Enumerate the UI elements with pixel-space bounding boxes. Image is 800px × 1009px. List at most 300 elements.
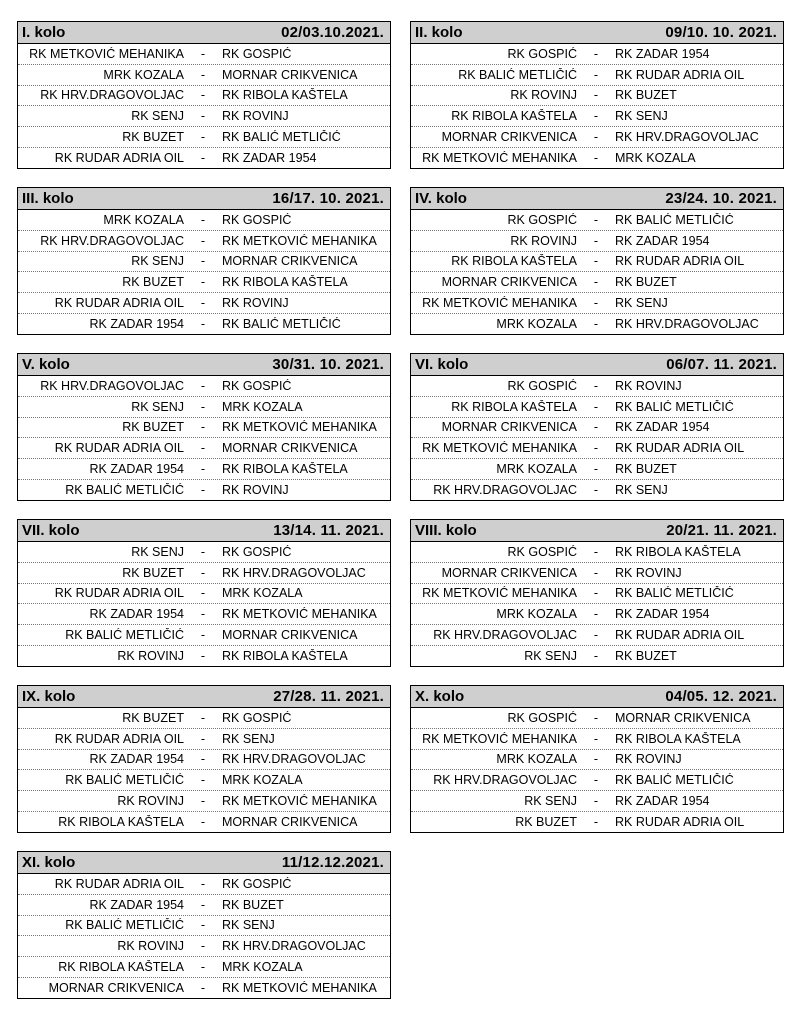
match-row	[18, 625, 390, 646]
match-row	[411, 86, 783, 107]
round-header	[411, 354, 783, 376]
away-team: RK RUDAR ADRIA OIL	[615, 67, 745, 82]
round-header	[18, 852, 390, 874]
match-row	[411, 106, 783, 127]
away-team: RK BUZET	[615, 88, 677, 103]
match-row	[18, 65, 390, 86]
away-team: RK BALIĆ METLIČIĆ	[615, 399, 734, 414]
match-row	[411, 812, 783, 832]
away-team: RK RIBOLA KAŠTELA	[222, 462, 348, 477]
match-row	[18, 480, 390, 500]
match-separator: -	[593, 46, 599, 61]
home-team: RK GOSPIĆ	[507, 212, 577, 227]
round-date: 06/07. 11. 2021.	[666, 356, 777, 373]
round-title: IV. kolo	[415, 190, 467, 207]
match-separator: -	[200, 960, 206, 975]
match-row	[411, 376, 783, 397]
match-separator: -	[593, 233, 599, 248]
home-team: RK BUZET	[122, 710, 184, 725]
match-row	[411, 148, 783, 168]
home-team: MORNAR CRIKVENICA	[441, 275, 577, 290]
away-team: RK SENJ	[615, 482, 668, 497]
match-separator: -	[593, 150, 599, 165]
match-row	[411, 65, 783, 86]
round-10-table	[410, 685, 784, 833]
match-separator: -	[200, 565, 206, 580]
home-team: RK GOSPIĆ	[507, 46, 577, 61]
round-title: XI. kolo	[22, 854, 76, 871]
home-team: RK HRV.DRAGOVOLJAC	[433, 482, 577, 497]
match-row	[18, 459, 390, 480]
match-separator: -	[593, 607, 599, 622]
match-row	[411, 729, 783, 750]
away-team: RK RUDAR ADRIA OIL	[615, 254, 745, 269]
match-separator: -	[593, 420, 599, 435]
away-team: MORNAR CRIKVENICA	[222, 441, 358, 456]
match-row	[411, 770, 783, 791]
match-row	[411, 625, 783, 646]
away-team: RK HRV.DRAGOVOLJAC	[222, 752, 366, 767]
away-team: RK BUZET	[615, 462, 677, 477]
match-separator: -	[593, 648, 599, 663]
home-team: RK RIBOLA KAŠTELA	[451, 399, 577, 414]
round-11-table	[17, 851, 391, 999]
round-8-table	[410, 519, 784, 667]
home-team: MORNAR CRIKVENICA	[441, 420, 577, 435]
match-separator: -	[200, 130, 206, 145]
round-date: 16/17. 10. 2021.	[272, 190, 384, 207]
match-row	[18, 397, 390, 418]
match-row	[411, 750, 783, 771]
round-date: 27/28. 11. 2021.	[273, 688, 384, 705]
match-separator: -	[593, 130, 599, 145]
match-separator: -	[593, 544, 599, 559]
round-title: III. kolo	[22, 190, 74, 207]
away-team: RK RUDAR ADRIA OIL	[615, 628, 745, 643]
home-team: MRK KOZALA	[103, 67, 184, 82]
match-row	[18, 584, 390, 605]
match-row	[18, 957, 390, 978]
away-team: MRK KOZALA	[615, 150, 696, 165]
match-row	[18, 272, 390, 293]
home-team: RK SENJ	[131, 254, 184, 269]
away-team: RK SENJ	[222, 918, 275, 933]
home-team: MRK KOZALA	[496, 316, 577, 331]
away-team: RK RUDAR ADRIA OIL	[615, 814, 745, 829]
match-separator: -	[200, 752, 206, 767]
home-team: RK RUDAR ADRIA OIL	[54, 586, 184, 601]
home-team: RK RUDAR ADRIA OIL	[54, 150, 184, 165]
round-date: 09/10. 10. 2021.	[665, 24, 777, 41]
match-separator: -	[200, 88, 206, 103]
away-team: RK METKOVIĆ MEHANIKA	[222, 420, 377, 435]
round-date: 30/31. 10. 2021.	[272, 356, 384, 373]
round-date: 11/12.12.2021.	[281, 854, 384, 871]
away-team: RK ZADAR 1954	[222, 150, 317, 165]
match-row	[18, 812, 390, 832]
away-team: RK RIBOLA KAŠTELA	[615, 731, 741, 746]
round-6-table	[410, 353, 784, 501]
away-team: RK GOSPIĆ	[222, 876, 292, 891]
match-separator: -	[200, 482, 206, 497]
match-separator: -	[593, 794, 599, 809]
away-team: RK BALIĆ METLIČIĆ	[615, 212, 734, 227]
match-separator: -	[200, 109, 206, 124]
home-team: RK ROVINJ	[117, 939, 184, 954]
away-team: RK BALIĆ METLIČIĆ	[222, 316, 341, 331]
match-separator: -	[200, 773, 206, 788]
match-row	[18, 874, 390, 895]
away-team: MORNAR CRIKVENICA	[222, 67, 358, 82]
match-separator: -	[593, 814, 599, 829]
round-header	[18, 188, 390, 210]
home-team: MRK KOZALA	[496, 607, 577, 622]
match-separator: -	[200, 939, 206, 954]
match-separator: -	[200, 544, 206, 559]
round-title: I. kolo	[22, 24, 66, 41]
match-separator: -	[200, 378, 206, 393]
home-team: RK ZADAR 1954	[89, 316, 184, 331]
home-team: RK RUDAR ADRIA OIL	[54, 731, 184, 746]
round-title: VI. kolo	[415, 356, 469, 373]
home-team: RK RUDAR ADRIA OIL	[54, 296, 184, 311]
away-team: RK ZADAR 1954	[615, 420, 710, 435]
home-team: RK HRV.DRAGOVOLJAC	[433, 628, 577, 643]
match-separator: -	[200, 441, 206, 456]
match-separator: -	[593, 275, 599, 290]
away-team: RK HRV.DRAGOVOLJAC	[222, 565, 366, 580]
home-team: RK HRV.DRAGOVOLJAC	[40, 233, 184, 248]
match-row	[18, 252, 390, 273]
match-separator: -	[200, 420, 206, 435]
match-separator: -	[200, 296, 206, 311]
away-team: RK METKOVIĆ MEHANIKA	[222, 794, 377, 809]
match-separator: -	[200, 897, 206, 912]
round-header	[411, 520, 783, 542]
match-row	[18, 770, 390, 791]
match-separator: -	[200, 586, 206, 601]
away-team: RK RUDAR ADRIA OIL	[615, 441, 745, 456]
round-title: X. kolo	[415, 688, 465, 705]
match-separator: -	[593, 565, 599, 580]
match-row	[411, 708, 783, 729]
away-team: RK RIBOLA KAŠTELA	[222, 275, 348, 290]
home-team: RK RIBOLA KAŠTELA	[58, 814, 184, 829]
match-row	[18, 106, 390, 127]
home-team: RK RIBOLA KAŠTELA	[58, 960, 184, 975]
home-team: RK ROVINJ	[117, 794, 184, 809]
home-team: RK RIBOLA KAŠTELA	[451, 254, 577, 269]
home-team: RK GOSPIĆ	[507, 544, 577, 559]
match-separator: -	[200, 46, 206, 61]
away-team: MRK KOZALA	[222, 399, 303, 414]
home-team: MORNAR CRIKVENICA	[441, 565, 577, 580]
round-title: VII. kolo	[22, 522, 80, 539]
home-team: RK BUZET	[122, 565, 184, 580]
match-separator: -	[593, 212, 599, 227]
away-team: RK GOSPIĆ	[222, 46, 292, 61]
match-row	[411, 791, 783, 812]
home-team: RK ROVINJ	[117, 648, 184, 663]
home-team: RK ZADAR 1954	[89, 462, 184, 477]
match-row	[18, 563, 390, 584]
match-separator: -	[200, 316, 206, 331]
match-separator: -	[593, 399, 599, 414]
match-row	[18, 791, 390, 812]
match-separator: -	[593, 296, 599, 311]
away-team: RK BALIĆ METLIČIĆ	[615, 773, 734, 788]
match-separator: -	[593, 586, 599, 601]
round-date: 04/05. 12. 2021.	[665, 688, 777, 705]
home-team: RK SENJ	[131, 399, 184, 414]
round-3-table	[17, 187, 391, 335]
home-team: MRK KOZALA	[496, 462, 577, 477]
round-header	[411, 686, 783, 708]
match-separator: -	[200, 731, 206, 746]
match-row	[18, 936, 390, 957]
match-separator: -	[593, 67, 599, 82]
home-team: RK SENJ	[131, 544, 184, 559]
away-team: RK METKOVIĆ MEHANIKA	[222, 980, 377, 995]
match-separator: -	[593, 109, 599, 124]
match-separator: -	[593, 316, 599, 331]
match-separator: -	[200, 67, 206, 82]
match-row	[18, 376, 390, 397]
away-team: RK METKOVIĆ MEHANIKA	[222, 233, 377, 248]
match-separator: -	[200, 980, 206, 995]
round-header	[18, 22, 390, 44]
home-team: RK GOSPIĆ	[507, 710, 577, 725]
round-date: 20/21. 11. 2021.	[666, 522, 777, 539]
match-row	[18, 708, 390, 729]
round-date: 23/24. 10. 2021.	[665, 190, 777, 207]
away-team: RK GOSPIĆ	[222, 378, 292, 393]
match-separator: -	[200, 399, 206, 414]
away-team: RK SENJ	[222, 731, 275, 746]
home-team: RK BALIĆ METLIČIĆ	[65, 773, 184, 788]
match-row	[411, 418, 783, 439]
home-team: RK HRV.DRAGOVOLJAC	[40, 88, 184, 103]
home-team: RK BALIĆ METLIČIĆ	[65, 482, 184, 497]
home-team: RK BALIĆ METLIČIĆ	[65, 628, 184, 643]
home-team: RK RUDAR ADRIA OIL	[54, 876, 184, 891]
home-team: RK RUDAR ADRIA OIL	[54, 441, 184, 456]
match-separator: -	[593, 88, 599, 103]
away-team: RK ROVINJ	[222, 482, 289, 497]
home-team: RK SENJ	[524, 794, 577, 809]
round-4-table	[410, 187, 784, 335]
match-row	[411, 646, 783, 666]
match-separator: -	[593, 378, 599, 393]
home-team: MORNAR CRIKVENICA	[48, 980, 184, 995]
match-row	[411, 459, 783, 480]
away-team: RK BUZET	[615, 648, 677, 663]
away-team: MORNAR CRIKVENICA	[222, 628, 358, 643]
away-team: MRK KOZALA	[222, 773, 303, 788]
away-team: RK HRV.DRAGOVOLJAC	[615, 316, 759, 331]
away-team: RK HRV.DRAGOVOLJAC	[615, 130, 759, 145]
match-row	[18, 438, 390, 459]
home-team: RK BUZET	[122, 420, 184, 435]
home-team: RK METKOVIĆ MEHANIKA	[422, 296, 577, 311]
round-header	[18, 686, 390, 708]
home-team: MRK KOZALA	[496, 752, 577, 767]
match-separator: -	[200, 212, 206, 227]
home-team: RK METKOVIĆ MEHANIKA	[29, 46, 184, 61]
away-team: RK ROVINJ	[615, 565, 682, 580]
match-row	[18, 542, 390, 563]
match-row	[18, 86, 390, 107]
match-row	[18, 418, 390, 439]
match-separator: -	[200, 918, 206, 933]
round-title: II. kolo	[415, 24, 463, 41]
round-title: V. kolo	[22, 356, 70, 373]
away-team: RK GOSPIĆ	[222, 212, 292, 227]
away-team: MRK KOZALA	[222, 586, 303, 601]
match-row	[411, 542, 783, 563]
home-team: RK METKOVIĆ MEHANIKA	[422, 731, 577, 746]
home-team: RK SENJ	[524, 648, 577, 663]
match-row	[18, 895, 390, 916]
away-team: MORNAR CRIKVENICA	[222, 254, 358, 269]
match-separator: -	[200, 462, 206, 477]
away-team: RK METKOVIĆ MEHANIKA	[222, 607, 377, 622]
home-team: RK ZADAR 1954	[89, 752, 184, 767]
away-team: RK SENJ	[615, 109, 668, 124]
round-header	[411, 22, 783, 44]
away-team: RK RIBOLA KAŠTELA	[222, 648, 348, 663]
home-team: RK BUZET	[122, 275, 184, 290]
match-row	[411, 127, 783, 148]
home-team: RK RIBOLA KAŠTELA	[451, 109, 577, 124]
match-separator: -	[593, 254, 599, 269]
match-row	[18, 210, 390, 231]
match-separator: -	[593, 710, 599, 725]
home-team: RK ZADAR 1954	[89, 607, 184, 622]
away-team: RK ROVINJ	[615, 752, 682, 767]
home-team: RK HRV.DRAGOVOLJAC	[433, 773, 577, 788]
round-header	[18, 354, 390, 376]
round-1-table	[17, 21, 391, 169]
away-team: RK ROVINJ	[222, 109, 289, 124]
away-team: RK GOSPIĆ	[222, 544, 292, 559]
home-team: RK BUZET	[122, 130, 184, 145]
away-team: RK ROVINJ	[615, 378, 682, 393]
match-separator: -	[593, 731, 599, 746]
match-row	[18, 231, 390, 252]
away-team: RK HRV.DRAGOVOLJAC	[222, 939, 366, 954]
match-row	[411, 293, 783, 314]
away-team: RK ZADAR 1954	[615, 607, 710, 622]
round-date: 13/14. 11. 2021.	[273, 522, 384, 539]
away-team: MORNAR CRIKVENICA	[615, 710, 751, 725]
match-separator: -	[200, 814, 206, 829]
away-team: MORNAR CRIKVENICA	[222, 814, 358, 829]
away-team: RK ZADAR 1954	[615, 794, 710, 809]
match-row	[411, 314, 783, 334]
match-separator: -	[593, 441, 599, 456]
match-separator: -	[593, 752, 599, 767]
match-row	[411, 584, 783, 605]
match-row	[411, 210, 783, 231]
away-team: RK BUZET	[615, 275, 677, 290]
match-row	[411, 438, 783, 459]
home-team: RK HRV.DRAGOVOLJAC	[40, 378, 184, 393]
match-separator: -	[200, 794, 206, 809]
away-team: RK ROVINJ	[222, 296, 289, 311]
match-separator: -	[200, 648, 206, 663]
match-row	[18, 750, 390, 771]
away-team: RK RIBOLA KAŠTELA	[222, 88, 348, 103]
match-row	[18, 978, 390, 998]
away-team: RK BALIĆ METLIČIĆ	[615, 586, 734, 601]
match-row	[18, 729, 390, 750]
match-separator: -	[200, 710, 206, 725]
match-separator: -	[200, 275, 206, 290]
match-separator: -	[200, 233, 206, 248]
match-row	[18, 314, 390, 334]
away-team: RK BALIĆ METLIČIĆ	[222, 130, 341, 145]
match-separator: -	[200, 150, 206, 165]
match-separator: -	[200, 628, 206, 643]
match-row	[411, 231, 783, 252]
match-row	[411, 563, 783, 584]
home-team: MORNAR CRIKVENICA	[441, 130, 577, 145]
match-separator: -	[593, 482, 599, 497]
match-row	[18, 646, 390, 666]
match-row	[18, 916, 390, 937]
match-separator: -	[593, 462, 599, 477]
away-team: RK SENJ	[615, 296, 668, 311]
home-team: RK BALIĆ METLIČIĆ	[65, 918, 184, 933]
home-team: RK GOSPIĆ	[507, 378, 577, 393]
match-row	[18, 148, 390, 168]
home-team: RK METKOVIĆ MEHANIKA	[422, 441, 577, 456]
round-header	[411, 188, 783, 210]
round-title: VIII. kolo	[415, 522, 477, 539]
round-5-table	[17, 353, 391, 501]
match-row	[411, 604, 783, 625]
match-row	[411, 44, 783, 65]
round-title: IX. kolo	[22, 688, 76, 705]
round-date: 02/03.10.2021.	[281, 24, 384, 41]
match-row	[18, 127, 390, 148]
match-row	[18, 604, 390, 625]
away-team: RK ZADAR 1954	[615, 233, 710, 248]
away-team: RK RIBOLA KAŠTELA	[615, 544, 741, 559]
round-header	[18, 520, 390, 542]
round-7-table	[17, 519, 391, 667]
match-separator: -	[593, 773, 599, 788]
home-team: RK METKOVIĆ MEHANIKA	[422, 150, 577, 165]
home-team: RK BALIĆ METLIČIĆ	[458, 67, 577, 82]
home-team: RK METKOVIĆ MEHANIKA	[422, 586, 577, 601]
match-row	[411, 397, 783, 418]
home-team: RK ROVINJ	[510, 88, 577, 103]
home-team: RK BUZET	[515, 814, 577, 829]
away-team: RK BUZET	[222, 897, 284, 912]
away-team: RK GOSPIĆ	[222, 710, 292, 725]
match-row	[18, 44, 390, 65]
match-separator: -	[200, 607, 206, 622]
match-row	[411, 252, 783, 273]
away-team: RK ZADAR 1954	[615, 46, 710, 61]
match-separator: -	[593, 628, 599, 643]
round-9-table	[17, 685, 391, 833]
away-team: MRK KOZALA	[222, 960, 303, 975]
round-2-table	[410, 21, 784, 169]
match-separator: -	[200, 876, 206, 891]
